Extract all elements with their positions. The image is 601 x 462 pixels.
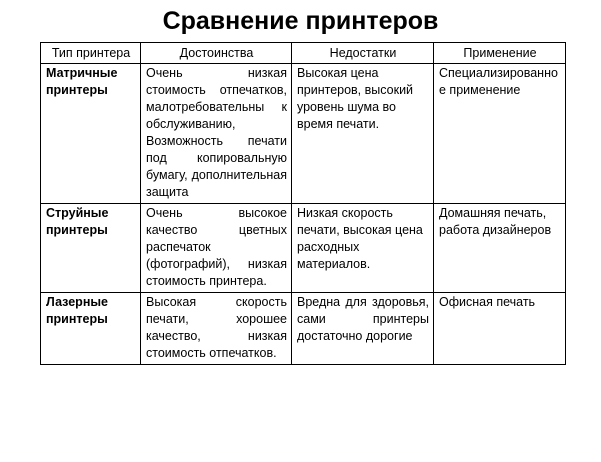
disadvantages-cell: Высокая цена принтеров, высокий уровень шума во время печати. [292,64,434,204]
comparison-table [40,42,566,365]
advantage-text: Возможность печати под копировальную бумагу, дополнительная защита [146,134,287,199]
disadvantages-cell: Вредна для здоровья, сами принтеры достаточно дорогие [292,293,434,365]
application-cell: Домашняя печать, работа дизайнеров [434,204,566,293]
printer-type-dot-matrix: Матричные принтеры [41,64,141,204]
disadvantages-cell: Низкая скорость печати, высокая цена расходных материалов. [292,204,434,293]
header-disadvantages: Недостатки [292,43,434,64]
page-title: Сравнение принтеров [162,7,439,35]
table-row [41,204,566,293]
advantage-text: Высокая скорость печати, хорошее качество, низкая стоимость отпечатков. [146,295,287,360]
application-cell: Специализированное применение [434,64,566,204]
table-row [41,293,566,365]
advantage-text: Очень низкая стоимость отпечатков, малотребовательны к обслуживанию, [146,66,287,131]
advantages-cell [141,64,292,204]
header-advantages: Достоинства [141,43,292,64]
header-type: Тип принтера [41,43,141,64]
advantages-cell [141,293,292,365]
advantage-text: Очень высокое качество цветных распечаток (фотографий), низкая стоимость принтера. [146,206,287,288]
printer-type-laser: Лазерные принтеры [41,293,141,365]
header-application: Применение [434,43,566,64]
table-header-row [41,43,566,64]
application-cell: Офисная печать [434,293,566,365]
advantages-cell [141,204,292,293]
table-row [41,64,566,204]
printer-type-inkjet: Струйные принтеры [41,204,141,293]
